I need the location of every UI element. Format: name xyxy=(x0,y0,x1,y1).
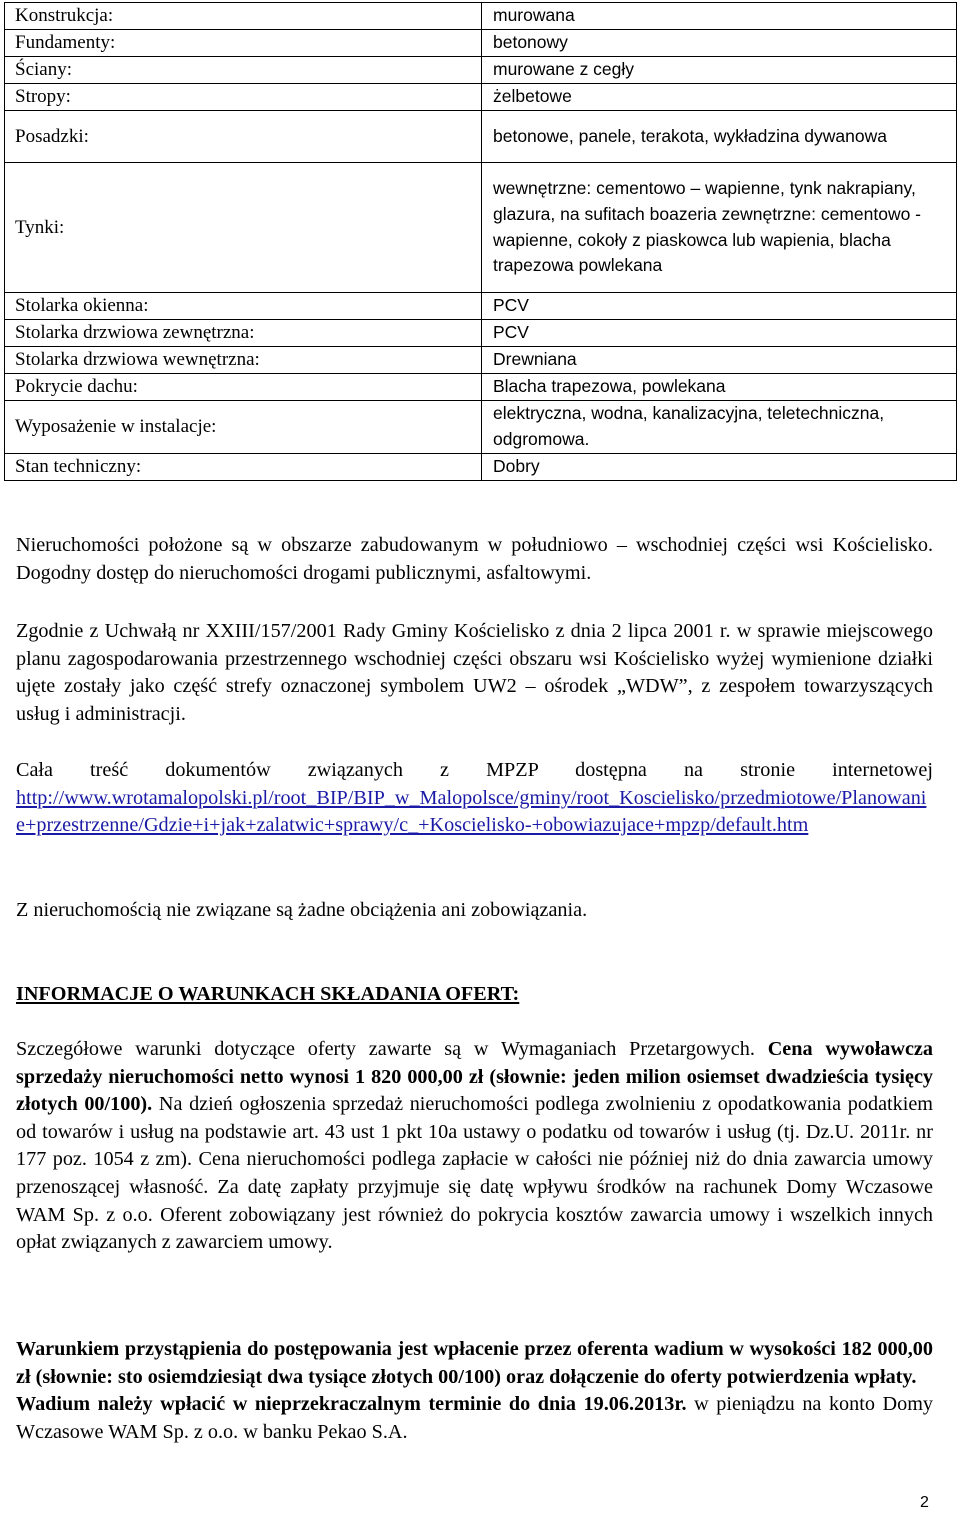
paragraph-warunki xyxy=(16,1036,933,1257)
spec-key: Stropy: xyxy=(5,84,482,111)
warunki-details: Na dzień ogłoszenia sprzedaż nieruchomości podlega zwolnieniu z opodatkowania podatkiem od towarów i usług na podstawie art. 43 ust 1 pkt 10a ustawy o podatku od towarów i usług (tj. Dz.U. 2011r. nr 177 poz. 1054 z zm). Cena nieruchomości podlega zapłacie w całości nie później niż do dnia zawarcia umowy przenoszącej własność. Za datę zapłaty przyjmuje się datę wpływu środków na rachunek Domy Wczasowe WAM Sp. z o.o. Oferent zobowiązany jest również do pokrycia kosztów zawarcia umowy i wszelkich innych opłat związanych z zawarciem umowy. xyxy=(16,1093,934,1254)
cena-wywolawcza: Cena wywoławcza sprzedaży nieruchomości netto wynosi 1 820 000,00 zł (słownie: jeden milion osiemset dwadzieścia tysięcy złotych 00/100). xyxy=(16,1038,933,1116)
spec-key: Stolarka drzwiowa wewnętrzna: xyxy=(5,347,482,374)
spec-key: Stolarka okienna: xyxy=(5,293,482,320)
spec-value: elektryczna, wodna, kanalizacyjna, teletechniczna, odgromowa. xyxy=(482,401,957,454)
warunki-intro: Szczegółowe warunki dotyczące oferty zawarte są w Wymaganiach Przetargowych. xyxy=(16,1038,755,1060)
spec-key: Fundamenty: xyxy=(5,30,482,57)
table-row xyxy=(5,3,957,30)
spec-key: Pokrycie dachu: xyxy=(5,374,482,401)
table-row xyxy=(5,163,957,293)
spec-value: betonowe, panele, terakota, wykładzina dywanowa xyxy=(482,111,957,163)
spec-key: Posadzki: xyxy=(5,111,482,163)
wadium-warunek: Warunkiem przystąpienia do postępowania jest wpłacenie przez oferenta wadium w wysokości 182 000,00 zł (słownie: sto osiemdziesiąt dwa tysiące złotych 00/100) oraz dołączenie do oferty potwierdzenia wpłaty. xyxy=(16,1338,933,1388)
table-row xyxy=(5,347,957,374)
table-row xyxy=(5,401,957,454)
mpzp-link[interactable]: http://www.wrotamalopolski.pl/root_BIP/BIP_w_Malopolsce/gminy/root_Koscielisko/przedmiotowe/Planowanie+przestrzenne/Gdzie+i+jak+zalatwic+sprawy/c_+Koscielisko-+obowiazujace+mpzp/default.htm xyxy=(16,786,927,837)
table-row xyxy=(5,111,957,163)
spec-value: murowane z cegły xyxy=(482,57,957,84)
paragraph-obciazenia: Z nieruchomością nie związane są żadne obciążenia ani zobowiązania. xyxy=(16,899,588,921)
paragraph-mpzp xyxy=(16,757,933,840)
table-row xyxy=(5,320,957,347)
spec-key: Stolarka drzwiowa zewnętrzna: xyxy=(5,320,482,347)
wadium-konto: w pieniądzu na konto Domy Wczasowe WAM Sp. z o.o. w banku Pekao S.A. xyxy=(16,1393,934,1443)
spec-value: żelbetowe xyxy=(482,84,957,111)
table-row xyxy=(5,57,957,84)
table-row xyxy=(5,84,957,111)
wadium-termin: Wadium należy wpłacić w nieprzekraczalnym terminie do dnia 19.06.2013r. xyxy=(16,1393,687,1416)
spec-value: Dobry xyxy=(482,453,957,480)
spec-key: Stan techniczny: xyxy=(5,453,482,480)
spec-value: betonowy xyxy=(482,30,957,57)
spec-key: Konstrukcja: xyxy=(5,3,482,30)
spec-value: wewnętrzne: cementowo – wapienne, tynk nakrapiany, glazura, na sufitach boazeria zewnętrzne: cementowo - wapienne, cokoły z piaskowca lub wapienia, blacha trapezowa powlekana xyxy=(482,163,957,293)
paragraph-uchwala: Zgodnie z Uchwałą nr XXIII/157/2001 Rady Gminy Kościelisko z dnia 2 lipca 2001 r. w sprawie miejscowego planu zagospodarowania przestrzennego wschodniej części obszaru wsi Kościelisko wyżej wymienione działki ujęte zostały jako część strefy oznaczonej symbolem UW2 – ośrodek „WDW”, z zespołem towarzyszących usług i administracji. xyxy=(16,620,933,725)
paragraph-location: Nieruchomości położone są w obszarze zabudowanym w południowo – wschodniej części wsi Kościelisko. Dogodny dostęp do nieruchomości drogami publicznymi, asfaltowymi. xyxy=(16,534,933,584)
spec-value: PCV xyxy=(482,320,957,347)
mpzp-intro: Cała treść dokumentów związanych z MPZP dostępna na stronie internetowej xyxy=(16,759,933,781)
table-row xyxy=(5,30,957,57)
spec-value: PCV xyxy=(482,293,957,320)
page-number: 2 xyxy=(920,1494,929,1511)
spec-key: Ściany: xyxy=(5,57,482,84)
table-row xyxy=(5,453,957,480)
spec-value: Blacha trapezowa, powlekana xyxy=(482,374,957,401)
spec-key: Wyposażenie w instalacje: xyxy=(5,401,482,454)
spec-value: Drewniana xyxy=(482,347,957,374)
paragraph-wadium xyxy=(16,1336,933,1446)
table-row xyxy=(5,293,957,320)
property-spec-table xyxy=(4,2,957,481)
spec-key: Tynki: xyxy=(5,163,482,293)
table-row xyxy=(5,374,957,401)
spec-value: murowana xyxy=(482,3,957,30)
section-heading: INFORMACJE O WARUNKACH SKŁADANIA OFERT: xyxy=(16,983,520,1005)
